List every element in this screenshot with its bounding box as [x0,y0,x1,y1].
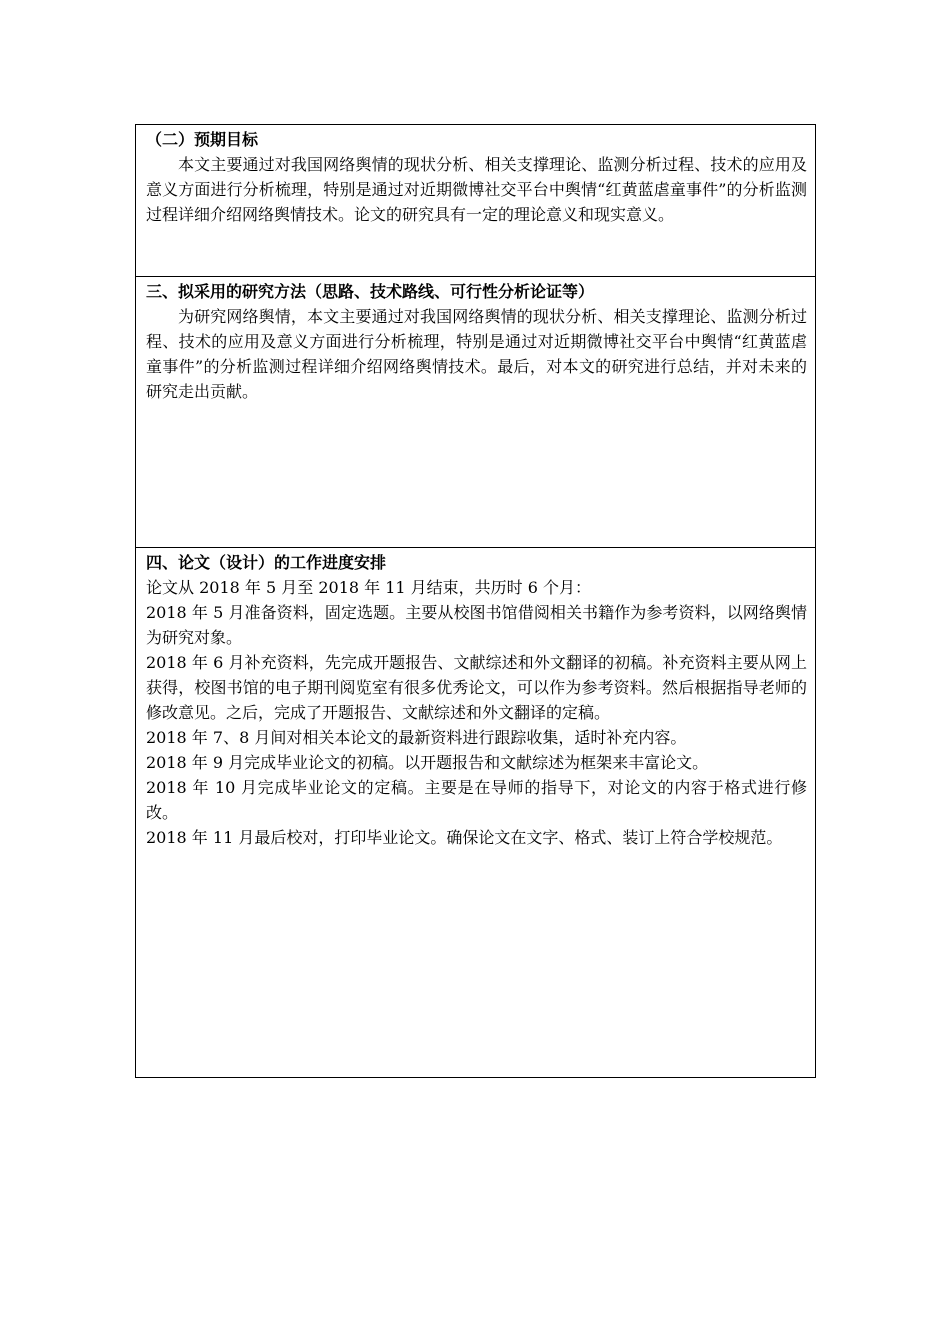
section-title: 四、论文（设计）的工作进度安排 [146,553,387,572]
section-title: 三、拟采用的研究方法（思路、技术路线、可行性分析论证等） [146,282,595,301]
schedule-line: 2018 年 6 月补充资料，先完成开题报告、文献综述和外文翻译的初稿。补充资料主要从网上获得，校图书馆的电子期刊阅览室有很多优秀论文，可以作为参考资料。然后根据指导老师的修改意见。之后，完成了开题报告、文献综述和外文翻译的定稿。 [146,653,807,722]
schedule-line: 2018 年 5 月准备资料，固定选题。主要从校图书馆借阅相关书籍作为参考资料，以网络舆情为研究对象。 [146,603,807,647]
expected-goals-cell [136,125,815,276]
schedule-line: 2018 年 9 月完成毕业论文的初稿。以开题报告和文献综述为框架来丰富论文。 [146,753,709,772]
schedule-line: 2018 年 11 月最后校对，打印毕业论文。确保论文在文字、格式、装订上符合学校规范。 [146,828,783,847]
schedule-line: 2018 年 10 月完成毕业论文的定稿。主要是在导师的指导下，对论文的内容于格式进行修改。 [146,778,807,822]
schedule-cell [136,547,815,1077]
research-methods-cell [136,276,815,547]
schedule-line: 论文从 2018 年 5 月至 2018 年 11 月结束，共历时 6 个月： [146,578,592,597]
section-title: （二）预期目标 [146,130,259,149]
section-body: 为研究网络舆情，本文主要通过对我国网络舆情的现状分析、相关支撑理论、监测分析过程、技术的应用及意义方面进行分析梳理，特别是通过对近期微博社交平台中舆情“红黄蓝虐童事件”的分析监测过程详细介绍网络舆情技术。最后，对本文的研究进行总结，并对未来的研究走出贡献。 [146,307,807,401]
section-body: 本文主要通过对我国网络舆情的现状分析、相关支撑理论、监测分析过程、技术的应用及意义方面进行分析梳理，特别是通过对近期微博社交平台中舆情“红黄蓝虐童事件”的分析监测过程详细介绍网络舆情技术。论文的研究具有一定的理论意义和现实意义。 [146,155,807,224]
schedule-line: 2018 年 7、8 月间对相关本论文的最新资料进行跟踪收集，适时补充内容。 [146,728,687,747]
proposal-table [135,124,816,1078]
